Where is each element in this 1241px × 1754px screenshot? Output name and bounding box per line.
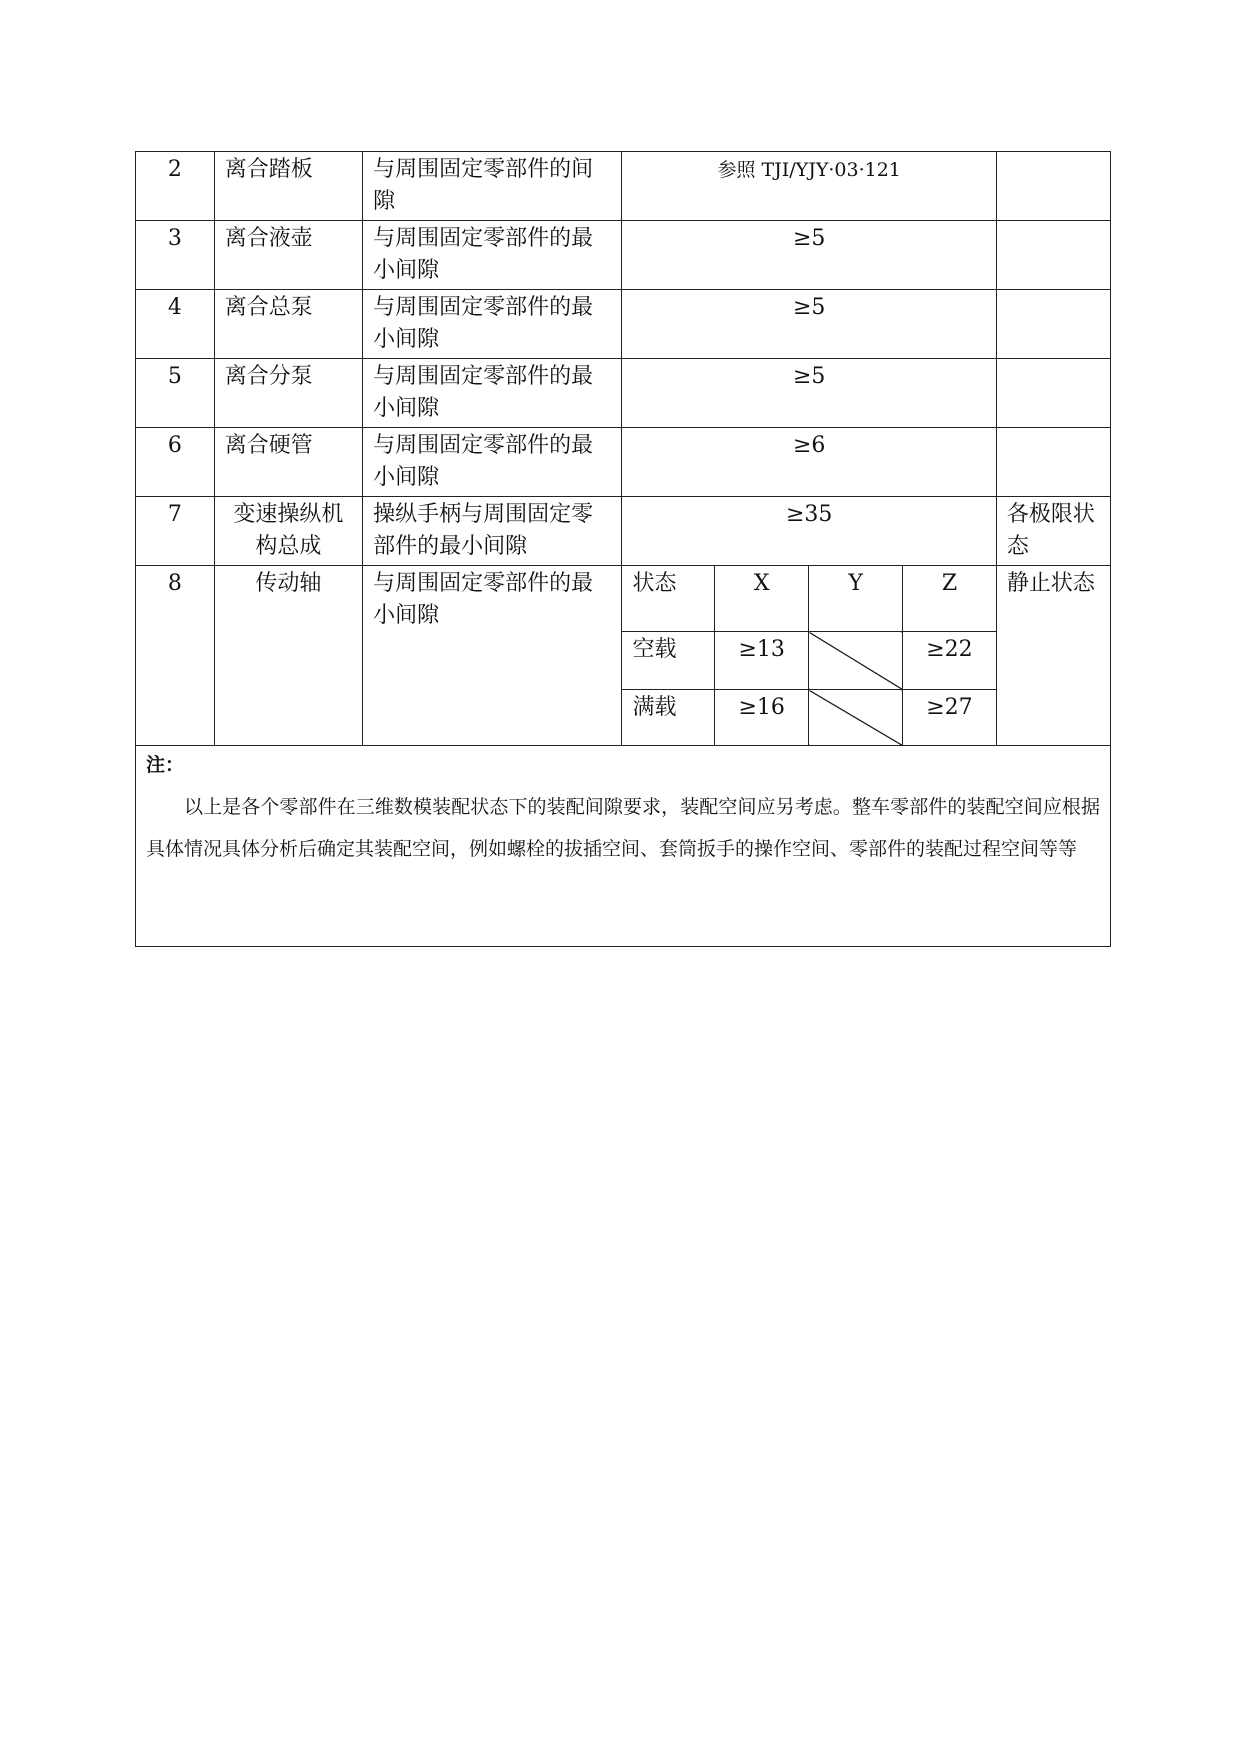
- x-full: ≥16: [715, 690, 809, 746]
- row-number: 3: [136, 221, 215, 290]
- table-row: [136, 221, 1111, 290]
- part-name: 离合总泵: [214, 290, 362, 359]
- table-row: [136, 359, 1111, 428]
- x-header: X: [715, 566, 809, 632]
- y-empty-na: [809, 632, 903, 690]
- row-number: 4: [136, 290, 215, 359]
- clearance-item: 与周围固定零部件的最小间隙: [363, 359, 622, 428]
- row-number: 5: [136, 359, 215, 428]
- note-body: 以上是各个零部件在三维数模装配状态下的装配间隙要求，装配空间应另考虑。整车零部件的装配空间应根据具体情况具体分析后确定其装配空间，例如螺栓的拔插空间、套筒扳手的操作空间、零部件的装配过程空间等等: [146, 796, 1100, 860]
- clearance-item: 与周围固定零部件的最小间隙: [363, 428, 622, 497]
- row-number: 6: [136, 428, 215, 497]
- z-full: ≥27: [903, 690, 997, 746]
- part-name: 变速操纵机构总成: [214, 497, 362, 566]
- x-empty: ≥13: [715, 632, 809, 690]
- part-name: 离合液壶: [214, 221, 362, 290]
- remark: [996, 221, 1110, 290]
- y-header: Y: [809, 566, 903, 632]
- part-name: 离合硬管: [214, 428, 362, 497]
- remark: 各极限状态: [996, 497, 1110, 566]
- remark: [996, 359, 1110, 428]
- row-number: 2: [136, 152, 215, 221]
- table-row: [136, 152, 1111, 221]
- clearance-value: ≥5: [622, 290, 996, 359]
- state-full: 满载: [622, 690, 715, 746]
- clearance-value: ≥5: [622, 359, 996, 428]
- note-cell: [136, 746, 1111, 947]
- row-number: 7: [136, 497, 215, 566]
- y-full-na: [809, 690, 903, 746]
- table-row: [136, 428, 1111, 497]
- clearance-item: 操纵手柄与周围固定零部件的最小间隙: [363, 497, 622, 566]
- note-row: [136, 746, 1111, 947]
- clearance-item: 与周围固定零部件的最小间隙: [363, 221, 622, 290]
- part-name: 离合踏板: [214, 152, 362, 221]
- state-header: 状态: [622, 566, 715, 632]
- part-name: 传动轴: [214, 566, 362, 746]
- state-empty: 空载: [622, 632, 715, 690]
- note-title: 注：: [146, 754, 185, 776]
- clearance-item: 与周围固定零部件的间隙: [363, 152, 622, 221]
- z-empty: ≥22: [903, 632, 997, 690]
- clearance-value: ≥5: [622, 221, 996, 290]
- clearance-value: 参照 TJI/YJY·03·121: [622, 152, 996, 221]
- table-row: [136, 497, 1111, 566]
- clearance-table: [135, 151, 1111, 947]
- remark: [996, 428, 1110, 497]
- clearance-value: ≥6: [622, 428, 996, 497]
- row-number: 8: [136, 566, 215, 746]
- remark: 静止状态: [996, 566, 1110, 746]
- table-row: [136, 290, 1111, 359]
- clearance-value: ≥35: [622, 497, 996, 566]
- clearance-item: 与周围固定零部件的最小间隙: [363, 290, 622, 359]
- z-header: Z: [903, 566, 997, 632]
- table-row: [136, 566, 1111, 632]
- clearance-item: 与周围固定零部件的最小间隙: [363, 566, 622, 746]
- part-name: 离合分泵: [214, 359, 362, 428]
- remark: [996, 152, 1110, 221]
- remark: [996, 290, 1110, 359]
